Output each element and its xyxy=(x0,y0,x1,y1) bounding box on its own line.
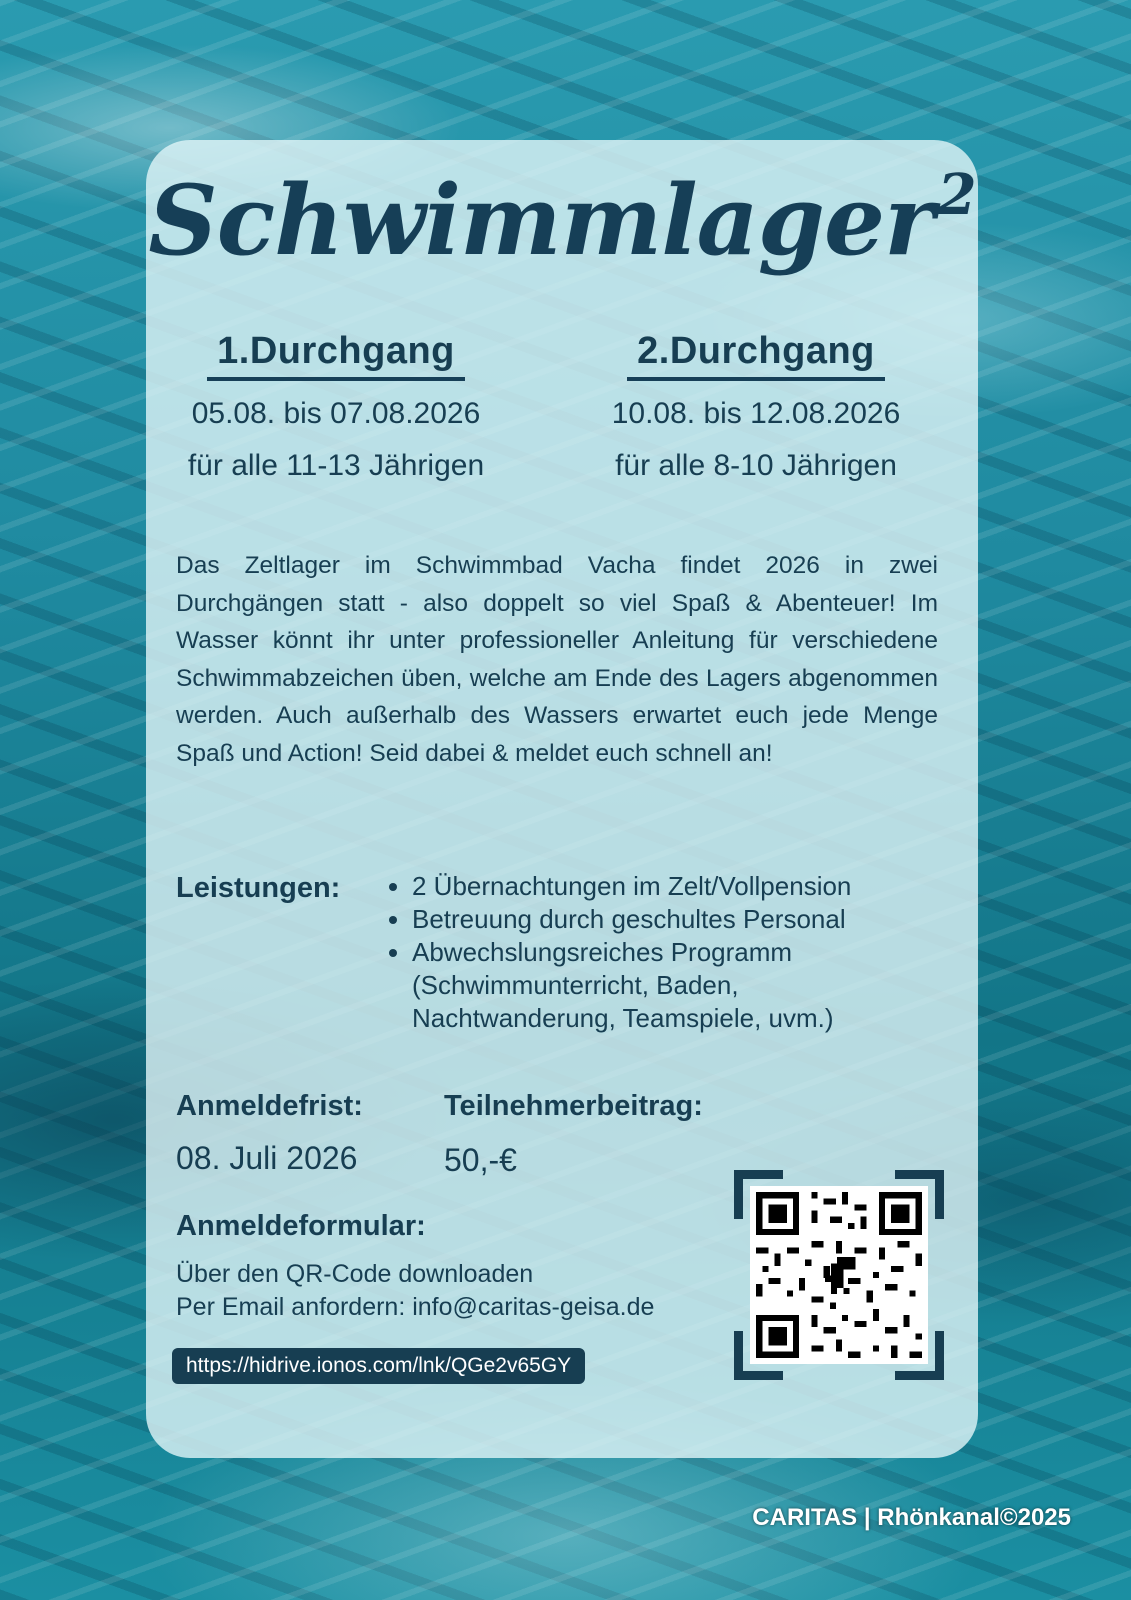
list-item: • Abwechslungsreiches Programm xyxy=(412,936,972,969)
list-item: • 2 Übernachtungen im Zelt/Vollpension xyxy=(412,870,972,903)
list-item: Nachtwanderung, Teamspiele, uvm.) xyxy=(412,1003,834,1033)
footer-credit: CARITAS | Rhönkanal©2025 xyxy=(752,1504,1071,1531)
anmeldefrist-label: Anmeldefrist: xyxy=(176,1090,363,1122)
leistungen-list xyxy=(388,870,972,1035)
qr-code-icon xyxy=(750,1186,928,1364)
run-2-ages: für alle 8-10 Jährigen xyxy=(615,449,897,482)
description: Das Zeltlager im Schwimmbad Vacha findet 2026 in zwei Durchgängen statt - also doppelt so viel Spaß & Abenteuer! Im Wasser könnt ihr unter professioneller Anleitung für verschiedene Schwimmabzeichen üben, welche am Ende des Lagers abgenommen werden. Auch außerhalb des Wassers erwartet euch jede Menge Spaß und Action! Seid dabei & meldet euch schnell an! xyxy=(176,552,938,767)
beitrag-label: Teilnehmerbeitrag: xyxy=(444,1090,703,1122)
run-1 xyxy=(146,330,526,483)
run-2-heading: 2.Durchgang xyxy=(627,330,885,381)
beitrag-value: 50,-€ xyxy=(444,1142,517,1178)
run-1-ages: für alle 11-13 Jährigen xyxy=(187,449,485,482)
anmeldefrist-value: 08. Juli 2026 xyxy=(176,1140,358,1176)
download-link[interactable]: https://hidrive.ionos.com/lnk/QGe2v65GY xyxy=(172,1348,585,1384)
anmeldeformular-label: Anmeldeformular: xyxy=(176,1210,426,1242)
qr-code-frame[interactable] xyxy=(734,1170,944,1380)
anmeldeformular-text xyxy=(176,1258,654,1324)
page-title xyxy=(146,162,978,277)
leistungen-label: Leistungen: xyxy=(176,872,341,904)
title-superscript: 2 xyxy=(937,162,976,228)
qr-download-line: Über den QR-Code downloaden xyxy=(176,1260,534,1288)
list-item: (Schwimmunterricht, Baden, xyxy=(412,970,739,1000)
run-2-dates: 10.08. bis 12.08.2026 xyxy=(611,397,901,430)
run-1-dates: 05.08. bis 07.08.2026 xyxy=(191,397,481,430)
info-card xyxy=(146,140,978,1458)
run-2 xyxy=(566,330,946,483)
email-line[interactable]: Per Email anfordern: info@caritas-geisa.de xyxy=(176,1293,655,1321)
title-text: Schwimmlager xyxy=(148,164,934,277)
list-item: • Betreuung durch geschultes Personal xyxy=(412,903,972,936)
run-1-heading: 1.Durchgang xyxy=(207,330,465,381)
